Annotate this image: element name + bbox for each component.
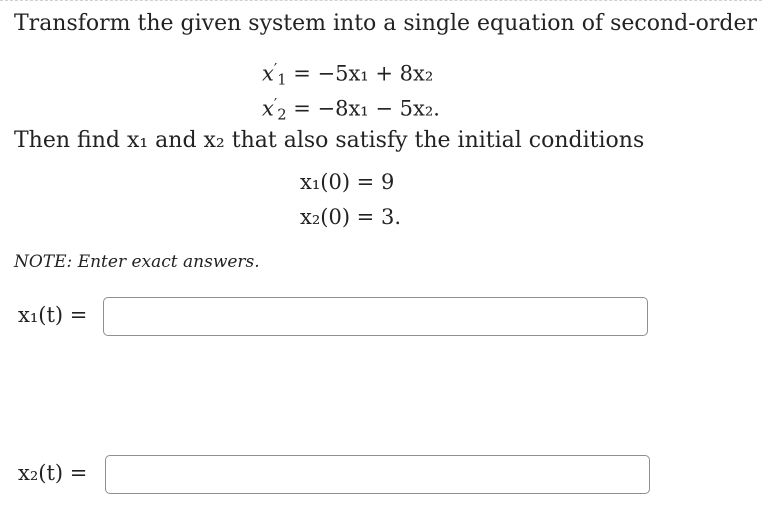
eq2-subscript: 2 [277, 106, 287, 124]
x2-answer-label: x₂(t) = [18, 461, 88, 485]
x2-answer-input[interactable] [105, 455, 650, 494]
note-text: NOTE: Enter exact answers. [14, 252, 260, 272]
eq1-prime: ′ [273, 61, 278, 78]
eq1-rhs: = −5x₁ + 8x₂ [293, 61, 434, 86]
initial-condition-1: x₁(0) = 9 [300, 170, 395, 194]
eq1-subscript: 1 [277, 71, 287, 89]
initial-conditions-intro: Then find x₁ and x₂ that also satisfy the initial conditions [14, 128, 645, 153]
x1-answer-label: x₁(t) = [18, 303, 88, 327]
problem-intro: Transform the given system into a single equation of second-order [14, 11, 758, 36]
system-equation-1 [262, 56, 433, 94]
x1-answer-input[interactable] [103, 297, 648, 336]
initial-condition-2: x₂(0) = 3. [300, 205, 401, 229]
eq1-variable: x [262, 61, 274, 86]
eq2-rhs: = −8x₁ − 5x₂. [293, 96, 440, 121]
system-equation-2 [262, 91, 440, 129]
eq2-variable: x [262, 96, 274, 121]
top-divider [0, 0, 762, 1]
eq2-prime: ′ [273, 96, 278, 113]
